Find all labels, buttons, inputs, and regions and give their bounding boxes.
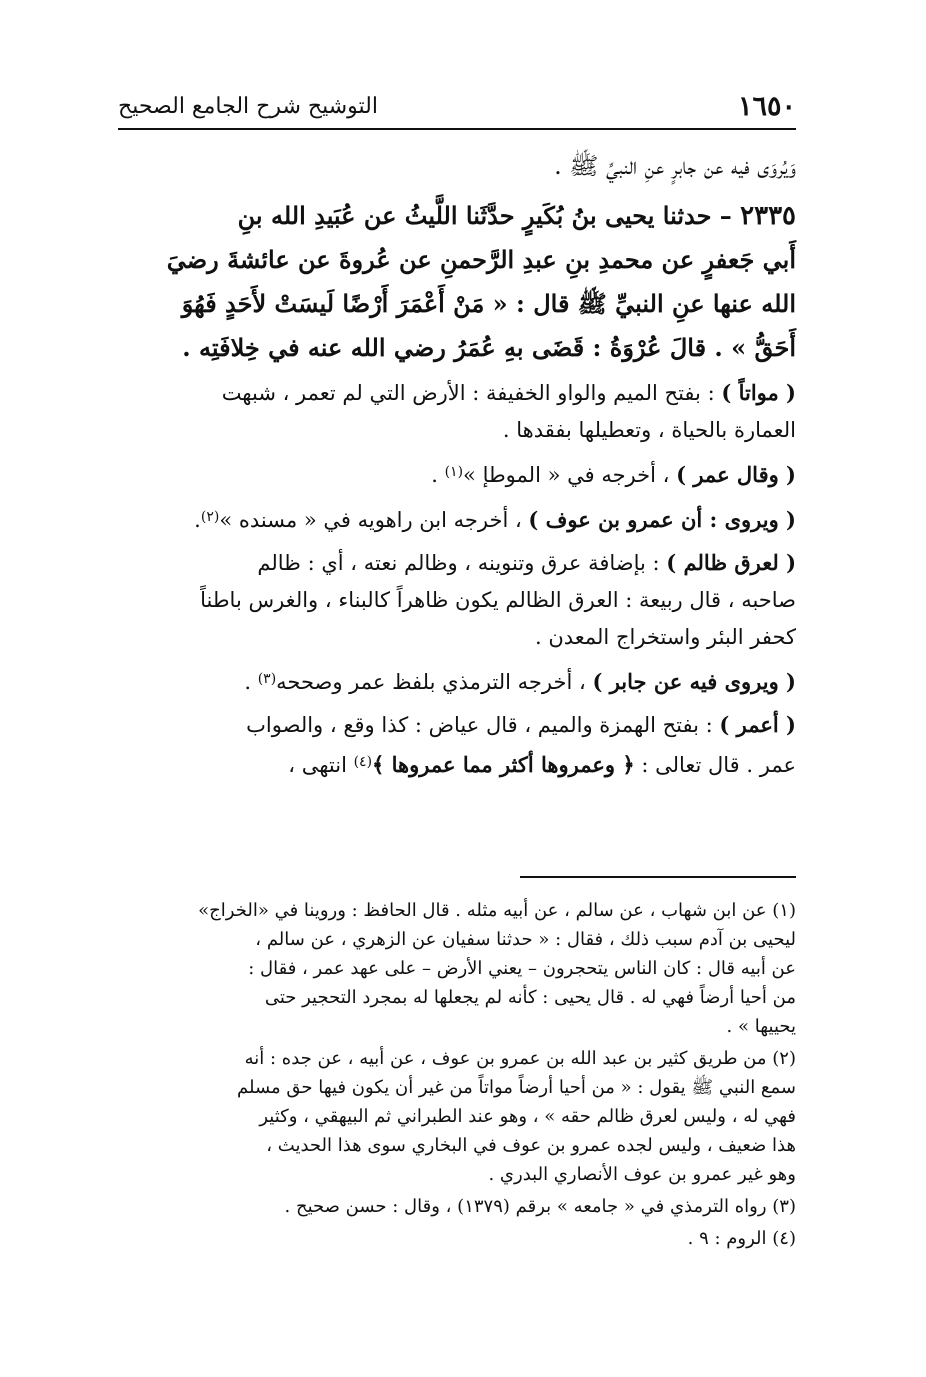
- footnote: [118, 896, 796, 1041]
- note-tail: .: [431, 463, 445, 487]
- note-line: [118, 499, 796, 539]
- note-text: : بفتح الميم والواو الخفيفة : الأرض التي لم تعمر ، شبهت: [221, 381, 722, 405]
- note-line: صاحبه ، قال ربيعة : العرق الظالم يكون ظاهراً كالبناء ، والغرس باطناً: [200, 588, 796, 612]
- footnote-line: هذا ضعيف ، وليس لجده عمرو بن عوف في البخاري سوى هذا الحديث ،: [266, 1135, 796, 1156]
- note-tail: .: [194, 508, 201, 532]
- hadith-line-4: أَحَقُّ » . قالَ عُرْوَةُ : قَضَى بهِ عُمَرُ رضي الله عنه في خِلافَتِه .: [182, 333, 796, 362]
- note-headword: ( مواتاً ): [721, 380, 796, 405]
- footnote-line: سمع النبي ﷺ يقول : « من أحيا أرضاً مواتاً من غير أن يكون فيها حق مسلم: [237, 1077, 796, 1098]
- note-line: [118, 454, 796, 494]
- footnote-ref: (٢): [200, 509, 220, 525]
- footnote-text: الروم : ٩ .: [687, 1228, 767, 1249]
- footnote-line: [118, 1224, 796, 1253]
- note-tail: .: [244, 670, 258, 694]
- footnote-ref: (٣): [257, 671, 277, 687]
- note-line: العمارة بالحياة ، وتعطيلها بفقدها .: [502, 418, 796, 442]
- footnote: [118, 1224, 796, 1253]
- commentary-note: [118, 374, 796, 449]
- footnote-line: [118, 896, 796, 925]
- footnote: [118, 1192, 796, 1221]
- note-line: [118, 374, 796, 412]
- note-text: : بإضافة عرق وتنوينه ، وظالم نعته ، أي : ظالم: [257, 551, 667, 575]
- footnote-ref: (٤): [353, 754, 373, 770]
- note-text: عمر . قال تعالى :: [634, 753, 796, 777]
- note-text: ، أخرجه ابن راهويه في « مسنده »: [219, 508, 529, 532]
- note-headword: ( وقال عمر ): [676, 462, 796, 487]
- note-line: [118, 706, 796, 744]
- footnote-line: من أحيا أرضاً فهي له . قال يحيى : كأنه لم يجعلها له بمجرد التحجير حتى: [264, 987, 796, 1008]
- footnote-marker: (٣): [772, 1196, 796, 1217]
- note-headword: ( أعمر ): [719, 712, 796, 737]
- hadith-number: ٢٣٣٥: [740, 201, 796, 231]
- footnote-line: [118, 1192, 796, 1221]
- quran-quote: ﴿ وعمروها أكثر مما عمروها ﴾: [372, 752, 635, 777]
- hadith-line-2: أَبي جَعفرٍ عن محمدِ بنِ عبدِ الرَّحمنِ عن عُروةَ عن عائشةَ رضيَ: [166, 245, 796, 274]
- note-line: [118, 661, 796, 701]
- footnotes: [118, 896, 796, 1256]
- footnote-text: رواه الترمذي في « جامعه » برقم (١٣٧٩) ، وقال : حسن صحيح .: [284, 1196, 767, 1217]
- note-line: [118, 744, 796, 784]
- footnote-separator: [520, 876, 796, 878]
- note-headword: ( لعرق ظالم ): [666, 550, 796, 575]
- main-text: [118, 146, 796, 789]
- hadith-line-1-text: – حدثنا يحيى بنُ بُكَيرٍ حدَّثَنا اللَّيثُ عن عُبَيدِ الله بنِ: [237, 201, 741, 230]
- footnote-text: من طريق كثير بن عبد الله بن عمرو بن عوف ، عن أبيه ، عن جده : أنه: [244, 1048, 767, 1069]
- commentary-note: [118, 661, 796, 701]
- footnote-line: فهي له ، وليس لعرق ظالم حقه » ، وهو عند الطبراني ثم البيهقي ، وكثير: [259, 1106, 796, 1127]
- footnote-ref: (١): [444, 464, 464, 480]
- footnote-line: يحييها » .: [726, 1016, 796, 1037]
- page-header: [118, 88, 796, 130]
- note-headword: ( ويروى فيه عن جابر ): [592, 669, 796, 694]
- note-tail: انتهى ،: [288, 753, 354, 777]
- intro-line: وَيُروَى فيه عن جابرٍ عنِ النبيِّ ﷺ .: [554, 152, 796, 180]
- note-line: كحفر البئر واستخراج المعدن .: [534, 625, 796, 649]
- hadith-line-1: [118, 194, 796, 238]
- hadith-line-3: الله عنها عنِ النبيِّ ﷺ قال : « مَنْ أَعْمَرَ أَرْضًا لَيسَتْ لأَحَدٍ فَهُوَ: [181, 289, 796, 318]
- note-text: : بفتح الهمزة والميم ، قال عياض : كذا وقع ، والصواب: [246, 713, 720, 737]
- commentary-note: [118, 454, 796, 494]
- hadith-block: [118, 194, 796, 370]
- note-line: [118, 544, 796, 582]
- commentary-note: [118, 499, 796, 539]
- footnote-marker: (٢): [772, 1048, 796, 1069]
- footnote-line: ليحيى بن آدم سبب ذلك ، فقال : « حدثنا سفيان عن الزهري ، عن سالم ،: [255, 929, 796, 950]
- footnote-marker: (١): [772, 900, 796, 921]
- running-title: التوشيح شرح الجامع الصحيح: [118, 94, 378, 119]
- footnote-marker: (٤): [772, 1228, 796, 1249]
- note-text: ، أخرجه في « الموطإ »: [463, 463, 677, 487]
- note-text: ، أخرجه الترمذي بلفظ عمر وصححه: [276, 670, 593, 694]
- note-headword: ( ويروى : أن عمرو بن عوف ): [528, 507, 796, 532]
- footnote: [118, 1044, 796, 1189]
- footnote-text: عن ابن شهاب ، عن سالم ، عن أبيه مثله . قال الحافظ : وروينا في «الخراج»: [198, 900, 767, 921]
- footnote-line: عن أبيه قال : كان الناس يتحجرون – يعني الأرض – على عهد عمر ، فقال :: [248, 958, 796, 979]
- page-number: ١٦٥٠: [737, 91, 796, 122]
- commentary-note: [118, 706, 796, 784]
- footnote-line: [118, 1044, 796, 1073]
- footnote-line: وهو غير عمرو بن عوف الأنصاري البدري .: [488, 1164, 796, 1185]
- commentary-note: [118, 544, 796, 656]
